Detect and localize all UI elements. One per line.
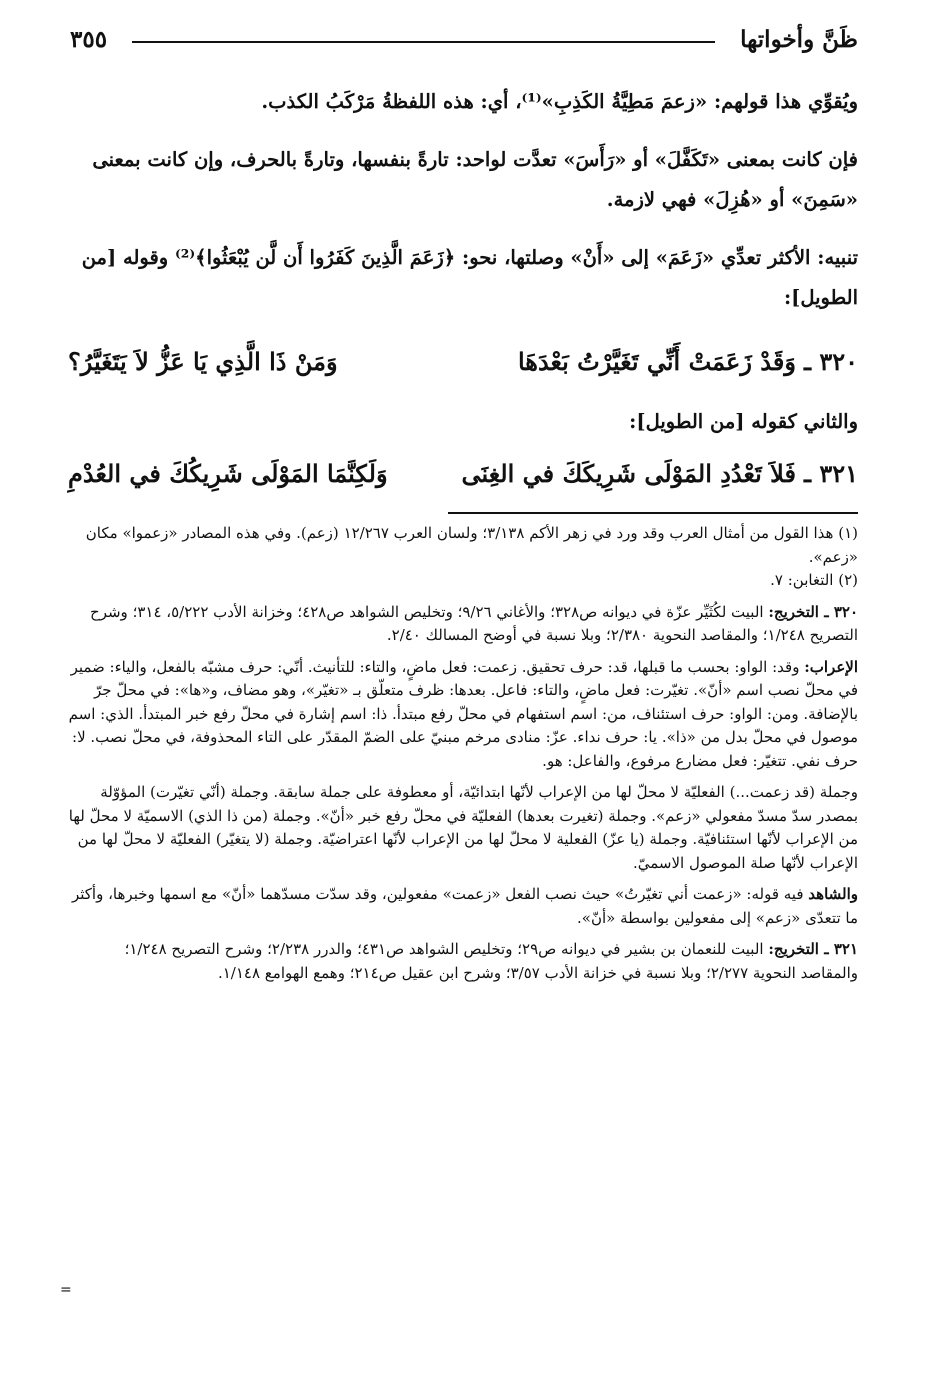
page-number: ٣٥٥ xyxy=(70,26,108,53)
takhrij-320-label: ٣٢٠ ـ التخريج: xyxy=(768,602,858,621)
footnote-2: (٢) التغابن: ٧. xyxy=(770,571,858,589)
takhrij-320-text: البيت لكُثَيِّر عزّة في ديوانه ص٣٢٨؛ والأغاني ٩/٢٦؛ وتخليص الشواهد ص٤٢٨؛ وخزانة الأدب ٥/٢٢٢، ٣١٤؛ وشرح التصريح ١/٢٤٨؛ والمقاصد النحوية ٢/٣٨٠؛ وبلا نسبة في أوضح المسالك ٢/٤٠. xyxy=(90,602,858,644)
paragraph-1: ويُقوِّي هذا قولهم: «زعمَ مَطِيَّةُ الكَذِبِ»⁽¹⁾، أي: هذه اللفظةُ مَرْكَبُ الكذب. xyxy=(261,90,858,113)
irab-text: وقد: الواو: بحسب ما قبلها، قد: حرف تحقيق. زعمت: فعل ماضٍ، والتاء: للتأنيث. أنّي: حرف مشبّه بالفعل، والياء: ضمير في محلّ نصب اسم «أنّ». تغيّرت: فعل ماضٍ، والتاء: فاعل. بعدها: ظرف متعلّق بـ «تغيّر»، وهو مضاف، و«ها»: في محلّ جرّ بالإضافة. ومن: الواو: حرف استئناف، من: اسم استفهام في محلّ رفع مبتدأ. ذا: اسم إشارة في محلّ رفع خبر المبتدأ. الذي: اسم موصول في محلّ بدل من «ذا». يا: حرف نداء. عزّ: منادى مرخم مبنيّ على الضمّ المقدّر على التاء المحذوفة، في محلّ نصب. لا: حرف نفي. تتغيّر: فعل مضارع مرفوع، والفاعل: هو. xyxy=(68,657,858,770)
shahid-text: فيه قوله: «زعمت أني تغيّرتُ» حيث نصب الفعل «زعمت» مفعولين، وقد سدّت مسدّهما «أنّ» مع اسمها وخبرها، وأكثر ما تتعدّى «زعم» إلى مفعولين بواسطة «أنّ». xyxy=(71,885,858,927)
verse-number: ٣٢٠ ـ xyxy=(803,347,858,376)
verse-hemistich-second: وَلَكِنَّمَا المَوْلَى شَرِيكُكَ في العُدْمِ xyxy=(68,459,388,488)
footnote-1: (١) هذا القول من أمثال العرب وقد ورد في زهر الأكم ٣/١٣٨؛ ولسان العرب ١٢/٢٦٧ (زعم). وفي هذه المصادر «زعموا» مكان «زعم». xyxy=(85,524,858,566)
margin-mark: = xyxy=(60,1282,72,1298)
footnotes xyxy=(68,522,858,993)
verse-number: ٣٢١ ـ xyxy=(803,459,858,488)
paragraph-2: فإن كانت بمعنى «تَكَفَّلَ» أو «رَأَسَ» تعدَّت لواحد: تارةً بنفسها، وتارةً بالحرف، وإن كانت بمعنى «سَمِنَ» أو «هُزِلَ» فهي لازمة. xyxy=(92,148,858,211)
takhrij-320 xyxy=(68,601,858,648)
verse-hemistich-second: وَمَنْ ذَا الَّذِي يَا عَزُّ لاَ يَتَغَيَّرُ؟ xyxy=(68,347,338,376)
chapter-title: ظَنَّ وأخواتها xyxy=(740,26,858,53)
irab-320 xyxy=(68,656,858,774)
shahid-320 xyxy=(68,883,858,930)
takhrij-321-label: ٣٢١ ـ التخريج: xyxy=(768,940,858,958)
jumla-320: وجملة (قد زعمت...) الفعليّة لا محلّ لها من الإعراب لأنّها ابتدائيّة، أو معطوفة على جملة سابقة. وجملة (أنّي تغيّرت) المؤوّلة بمصدر سدّ مسدّ مفعولي «زعم». وجملة (تغيرت بعدها) الفعليّة في محلّ رفع خبر «أنّ». وجملة (من ذا الذي) الاسميّة لا محلّ لها من الإعراب لأنّها استئنافيّة. وجملة (يا عزّ) الفعلية لا محلّ لها من الإعراب لأنّها اعتراضيّة. وجملة (لا يتغيّر) الفعليّة لا محلّ لها من الإعراب لأنّها صلة الموصول الاسميّ. xyxy=(68,783,858,872)
verse-hemistich-first: فَلاَ تَعْدُدِ المَوْلَى شَرِيكَكَ في الغِنَى xyxy=(461,459,796,488)
paragraph-4: والثاني كقوله [من الطويل]: xyxy=(629,410,858,433)
takhrij-321 xyxy=(68,938,858,985)
verse-320 xyxy=(68,332,858,392)
takhrij-321-text: البيت للنعمان بن بشير في ديوانه ص٢٩؛ وتخليص الشواهد ص٤٣١؛ والدرر ٢/٢٣٨؛ وشرح التصريح ١/٢٤٨؛ والمقاصد النحوية ٢/٢٧٧؛ وبلا نسبة في خزانة الأدب ٣/٥٧؛ وشرح ابن عقيل ص٢١٤؛ وهمع الهوامع ١/١٤٨. xyxy=(124,940,858,982)
shahid-label: والشاهد xyxy=(808,885,858,903)
footnote-separator xyxy=(448,512,858,514)
paragraph-3: تنبيه: الأكثر تعدِّي «زَعَمَ» إلى «أَنْ» وصلتها، نحو: ﴿زَعَمَ الَّذِينَ كَفَرُوا أَن لَّن يُبْعَثُوا﴾⁽²⁾ وقوله [من الطويل]: xyxy=(81,246,858,309)
verse-hemistich-first: وَقَدْ زَعَمَتْ أَنِّي تَغَيَّرْتُ بَعْدَهَا xyxy=(517,347,796,376)
verse-321 xyxy=(68,444,858,504)
header-rule xyxy=(132,41,715,43)
irab-label: الإعراب: xyxy=(804,657,858,676)
